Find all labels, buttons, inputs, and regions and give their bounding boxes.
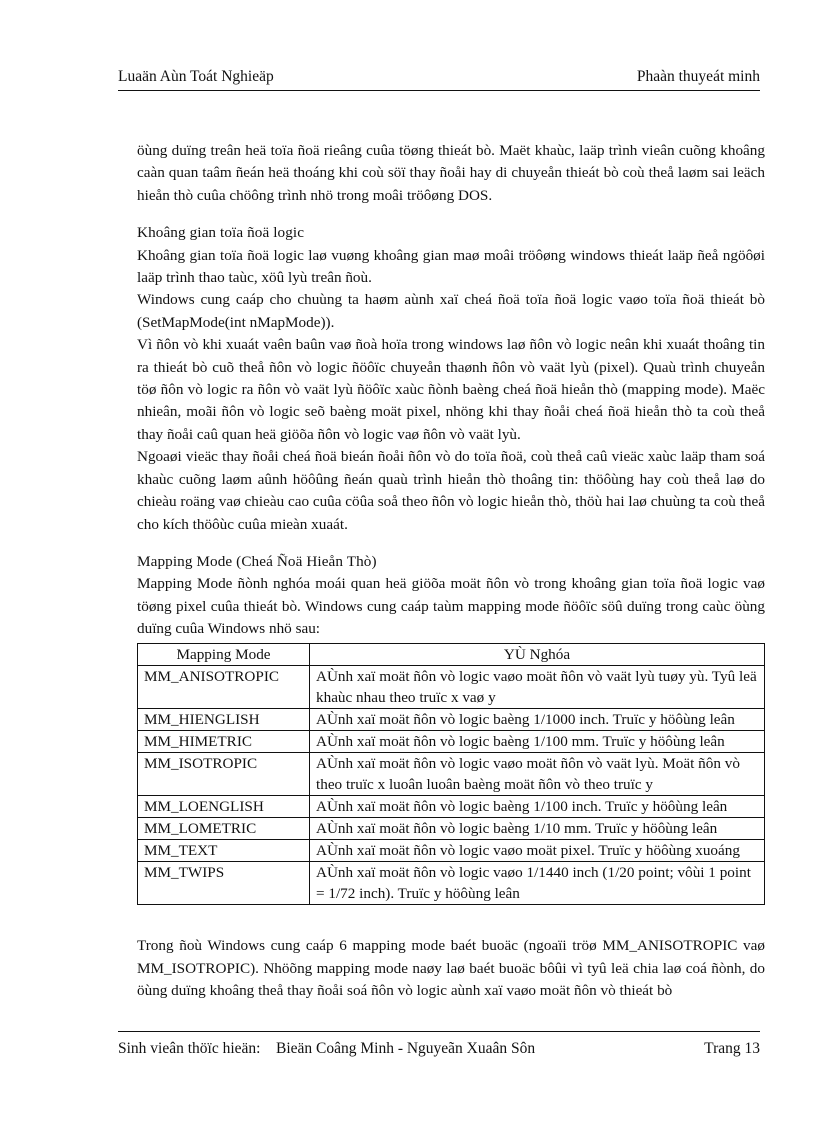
mode-cell: MM_HIMETRIC — [138, 731, 310, 753]
footer-authors: Bieän Coâng Minh - Nguyeãn Xuaân Sôn — [275, 1040, 536, 1057]
mode-cell: MM_TEXT — [138, 840, 310, 862]
table-row — [138, 666, 765, 709]
meaning-cell: AÙnh xaï moät ñôn vò logic baèng 1/100 inch. Truïc y höôùng leân — [310, 796, 765, 818]
table-header-mode: Mapping Mode — [138, 644, 310, 666]
logic-paragraph-2: Windows cung caáp cho chuùng ta haøm aùnh xaï cheá ñoä toïa ñoä logic vaøo toïa ñoä thieát bò (SetMapMode(int nMapMode)). — [137, 291, 765, 331]
mode-cell: MM_HIENGLISH — [138, 709, 310, 731]
mode-cell: MM_LOENGLISH — [138, 796, 310, 818]
meaning-cell: AÙnh xaï moät ñôn vò logic vaøo moät ñôn vò vaät lyù tuøy yù. Tyû leä khaùc nhau theo truïc x vaø y — [310, 666, 765, 709]
mapping-mode-table — [137, 643, 765, 905]
logic-section-title: Khoâng gian toïa ñoä logic — [137, 224, 305, 242]
meaning-cell: AÙnh xaï moät ñôn vò logic vaøo moät ñôn vò vaät lyù. Moät ñôn vò theo truïc x luoân luoân baèng moät ñôn vò theo truïc y — [310, 753, 765, 796]
table-row — [138, 796, 765, 818]
closing-paragraph: Trong ñoù Windows cung caáp 6 mapping mode baét buoäc (ngoaïi tröø MM_ANISOTROPIC vaø MM_ISOTROPIC). Nhöõng mapping mode naøy laø baét buoäc bôûi vì tyû leä chia laø coá ñònh, do öùng duïng khoâng theå thay ñoåi soá ñôn vò logic aùnh xaï vaøo moät ñôn vò thieát bò — [137, 937, 765, 999]
table-row — [138, 753, 765, 796]
footer-credits — [118, 1040, 535, 1058]
meaning-cell: AÙnh xaï moät ñôn vò logic baèng 1/1000 inch. Truïc y höôùng leân — [310, 709, 765, 731]
table-row — [138, 840, 765, 862]
footer-label: Sinh vieân thöïc hieän: — [118, 1040, 261, 1057]
meaning-cell: AÙnh xaï moät ñôn vò logic vaøo moät pixel. Truïc y höôùng xuoáng — [310, 840, 765, 862]
body-text — [137, 140, 765, 641]
table-row — [138, 709, 765, 731]
intro-paragraph: öùng duïng treân heä toïa ñoä rieâng cuûa töøng thieát bò. Maët khaùc, laäp trình vieân cuõng khoâng caàn quan taâm ñeán heä thoáng khi coù söï thay ñoåi hay di chuyeån thieát bò coù theå laøm sai leäch hieån thò cuûa chöông trình nhö trong moâi tröôøng DOS. — [137, 142, 765, 204]
page-footer — [118, 1031, 760, 1057]
meaning-cell: AÙnh xaï moät ñôn vò logic vaøo 1/1440 inch (1/20 point; vôùi 1 point = 1/72 inch). Truïc y höôùng leân — [310, 862, 765, 905]
table-header-meaning: YÙ Nghóa — [310, 644, 765, 666]
mapping-section-title: Mapping Mode (Cheá Ñoä Hieån Thò) — [137, 552, 377, 570]
logic-paragraph-4: Ngoaøi vieäc thay ñoåi cheá ñoä bieán ñoåi ñôn vò do toïa ñoä, coù theå caû vieäc xaùc laäp tham soá khaùc cuõng laøm aûnh höôûng ñeán quaù trình hieån thò thoâng tin: thöôùng hay coù theå laø do chieàu roäng vaø chieàu cao cuûa cöûa soå theo ñôn vò logic hieån thò, thöù hai laø chuùng ta coù theå cho kích thöôùc cuûa mieàn xuaát. — [137, 448, 765, 533]
page-header — [118, 68, 760, 91]
meaning-cell: AÙnh xaï moät ñôn vò logic baèng 1/100 mm. Truïc y höôùng leân — [310, 731, 765, 753]
mapping-paragraph-1: Mapping Mode ñònh nghóa moái quan heä giöõa moät ñôn vò trong khoâng gian toïa ñoä logic vaø töøng pixel cuûa thieát bò. Windows cung caáp taùm mapping mode ñöôïc söû duïng trong caùc öùng duïng cuûa Windows nhö sau: — [137, 575, 765, 638]
mode-cell: MM_ISOTROPIC — [138, 753, 310, 796]
meaning-cell: AÙnh xaï moät ñôn vò logic baèng 1/10 mm. Truïc y höôùng leân — [310, 818, 765, 840]
table-row — [138, 731, 765, 753]
mode-cell: MM_TWIPS — [138, 862, 310, 905]
header-section: Phaàn thuyeát minh — [636, 68, 760, 85]
table-row — [138, 862, 765, 905]
logic-paragraph-1: Khoâng gian toïa ñoä logic laø vuøng khoâng gian maø moâi tröôøng windows thieát laäp ñeå ngöôøi laäp trình thao taùc, xöû lyù treân ñoù. — [137, 246, 765, 287]
table-row — [138, 818, 765, 840]
header-title: Luaän Aùn Toát Nghieäp — [118, 68, 274, 85]
page-number: Trang 13 — [704, 1040, 760, 1057]
mode-cell: MM_LOMETRIC — [138, 818, 310, 840]
logic-paragraph-3: Vì ñôn vò khi xuaát vaên baûn vaø ñoà hoïa trong windows laø ñôn vò logic neân khi xuaát thoâng tin ra thieát bò cuõ theå ñôn vò logic ñöôïc chuyeån thaønh ñôn vò vaät lyù (pixel). Quaù trình chuyeån töø ñôn vò logic ra ñôn vò vaät lyù ñöôïc xaùc ñònh baèng cheá ñoä hieån thò (mapping mode). Maëc nhieân, moãi ñôn vò logic seõ baèng moät pixel, nhöng khi thay ñoåi cheá ñoä hieån thò ta coù theå thay ñoåi caû quan heä giöõa ñôn vò logic vaø ñôn vò vaät lyù. — [137, 336, 765, 443]
mode-cell: MM_ANISOTROPIC — [138, 666, 310, 709]
table-header-row — [138, 644, 765, 666]
